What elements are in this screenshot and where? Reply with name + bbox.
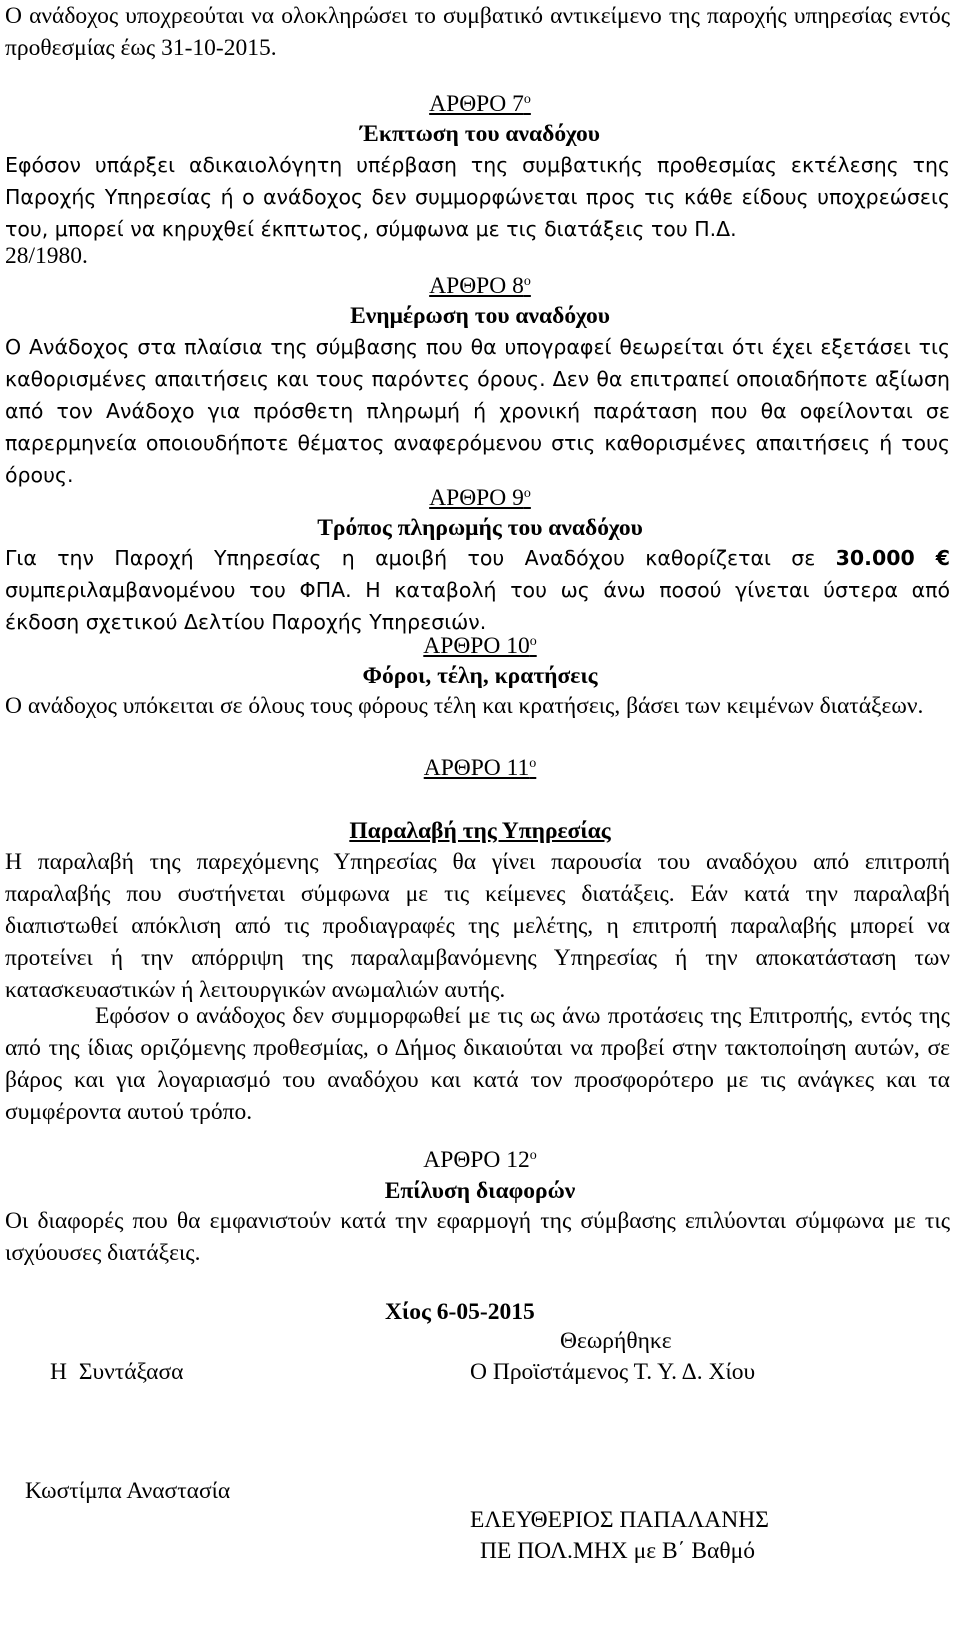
- article-12-body: Οι διαφορές που θα εμφανιστούν κατά την εφαρμογή της σύμβασης επιλύονται σύμφωνα με τις ισχύουσες διατάξεις.: [5, 1208, 950, 1266]
- intro-paragraph: Ο ανάδοχος υποχρεούται να ολοκληρώσει το συμβατικό αντικείμενο της παροχής υπηρεσίας εντός προθεσμίας έως 31-10-2015.: [5, 3, 950, 61]
- article-11-body: Η παραλαβή της παρεχόμενης Υπηρεσίας θα γίνει παρουσία του αναδόχου από επιτροπή παραλαβής που συστήνεται σύμφωνα με τις κείμενες διατάξεις. Εάν κατά την παραλαβή διαπιστωθεί απόκλιση από τις προδιαγραφές της μελέτης, η επιτροπή παραλαβής μπορεί να προτείνει ή την απόρριψη της παραλαμβανόμενης Υπηρεσίας ή την αποκατάσταση των κατασκευαστικών ή λειτουργικών ανωμαλιών αυτής.: [5, 849, 950, 1003]
- signature-date: Χίος 6-05-2015: [385, 1299, 535, 1325]
- article-9-amount: 30.000 €: [835, 546, 950, 570]
- article-11-title: Παραλαβή της Υπηρεσίας: [349, 818, 611, 844]
- article-7-title: Έκπτωση του αναδόχου: [360, 121, 600, 147]
- article-10-heading: ΑΡΘΡΟ $10^o$: [423, 633, 537, 659]
- reviewed-label: Θεωρήθηκε: [560, 1328, 672, 1354]
- article-9-title: Τρόπος πληρωμής του αναδόχου: [317, 515, 643, 541]
- article-10-title: Φόροι, τέλη, κρατήσεις: [362, 663, 598, 689]
- article-7-body: Εφόσον υπάρξει αδικαιολόγητη υπέρβαση της συμβατικής προθεσμίας εκτέλεσης της Παροχής Υπηρεσίας ή ο ανάδοχος δεν συμμορφώνεται προς τις κάθε είδους υποχρεώσεις του, μπορεί να κηρυχθεί έκπτωτος, σύμφωνα με τις διατάξεις του Π.Δ.: [5, 153, 950, 241]
- article-10-body: Ο ανάδοχος υπόκειται σε όλους τους φόρους τέλη και κρατήσεις, βάσει των κειμένων διατάξεων.: [5, 693, 924, 719]
- article-9-body: Για την Παροχή Υπηρεσίας η αμοιβή του Αναδόχου καθορίζεται σε 30.000 € συμπεριλαμβανομένου του ΦΠΑ. Η καταβολή του ως άνω ποσού γίνεται ύστερα από έκδοση σχετικού Δελτίου Παροχής Υπηρεσιών.: [5, 546, 950, 634]
- author-role: Η Συντάξασα: [50, 1359, 184, 1385]
- article-9-heading: ΑΡΘΡΟ $9^o$: [429, 485, 531, 511]
- chief-role: Ο Προϊστάμενος Τ. Υ. Δ. Χίου: [470, 1359, 756, 1385]
- chief-name: ΕΛΕΥΘΕΡΙΟΣ ΠΑΠΑΛΑΝΗΣ: [470, 1507, 769, 1533]
- article-8-heading: ΑΡΘΡΟ $8^o$: [429, 273, 531, 299]
- author-name: Κωστίμπα Αναστασία: [25, 1478, 231, 1504]
- chief-title: ΠΕ ΠΟΛ.ΜΗΧ με Β΄ Βαθμό: [480, 1538, 755, 1564]
- article-11-heading: ΑΡΘΡΟ $11^o$: [423, 755, 537, 781]
- article-12-title: Επίλυση διαφορών: [384, 1178, 576, 1204]
- article-7-body-end: 28/1980.: [5, 243, 88, 269]
- article-8-body: Ο Ανάδοχος στα πλαίσια της σύμβασης που θα υπογραφεί θεωρείται ότι έχει εξετάσει τις καθορισμένες απαιτήσεις και τους παρόντες όρους. Δεν θα επιτραπεί οποιαδήποτε αξίωση από τον Ανάδοχο για πρόσθετη πληρωμή ή χρονική παράταση που θα οφείλονται σε παρερμηνεία οποιουδήποτε θέματος αναφερόμενου στις καθορισμένες απαιτήσεις ή τους όρους.: [5, 335, 950, 487]
- article-12-heading: ΑΡΘΡΟ $12^o$: [423, 1147, 537, 1173]
- article-7-heading: ΑΡΘΡΟ $7^o$: [429, 91, 531, 117]
- article-11-body-2: Εφόσον ο ανάδοχος δεν συμμορφωθεί με τις ως άνω προτάσεις της Επιτροπής, εντός της από της ίδιας οριζόμενης προθεσμίας, ο Δήμος δικαιούται να προβεί στην τακτοποίηση αυτών, σε βάρος και για λογαριασμό του αναδόχου και κατά τον προσφορότερο με τις ανάγκες και τα συμφέροντα αυτού τρόπο.: [5, 1003, 950, 1125]
- article-8-title: Ενημέρωση του αναδόχου: [350, 303, 610, 329]
